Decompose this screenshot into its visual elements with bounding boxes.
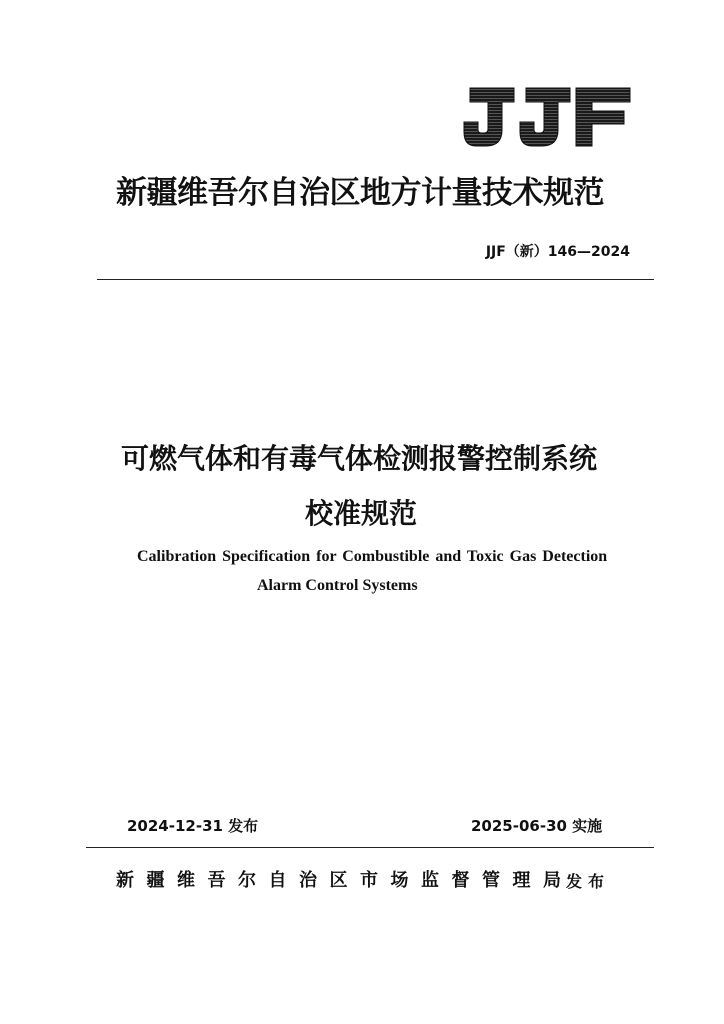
chinese-title-line-2: 校准规范 (304, 497, 417, 530)
english-title-line-2: Alarm Control Systems (257, 577, 418, 594)
header-divider (97, 279, 654, 280)
english-title-line-1: Calibration Specification for Combustible and Toxic Gas Detection (137, 548, 608, 565)
chinese-title-line-1: 可燃气体和有毒气体检测报警控制系统 (120, 442, 597, 475)
issuing-authority: 新疆维吾尔自治区市场监督管理局 (116, 870, 574, 891)
issue-label: 发布 (566, 872, 611, 891)
jjf-logo (462, 86, 632, 148)
standard-category-title: 新疆维吾尔自治区地方计量技术规范 (116, 175, 604, 211)
footer-divider (86, 847, 654, 848)
publish-date: 2024-12-31 发布 (127, 817, 259, 835)
implementation-date: 2025-06-30 实施 (471, 817, 603, 835)
standard-code: JJF（新）146—2024 (485, 244, 630, 260)
